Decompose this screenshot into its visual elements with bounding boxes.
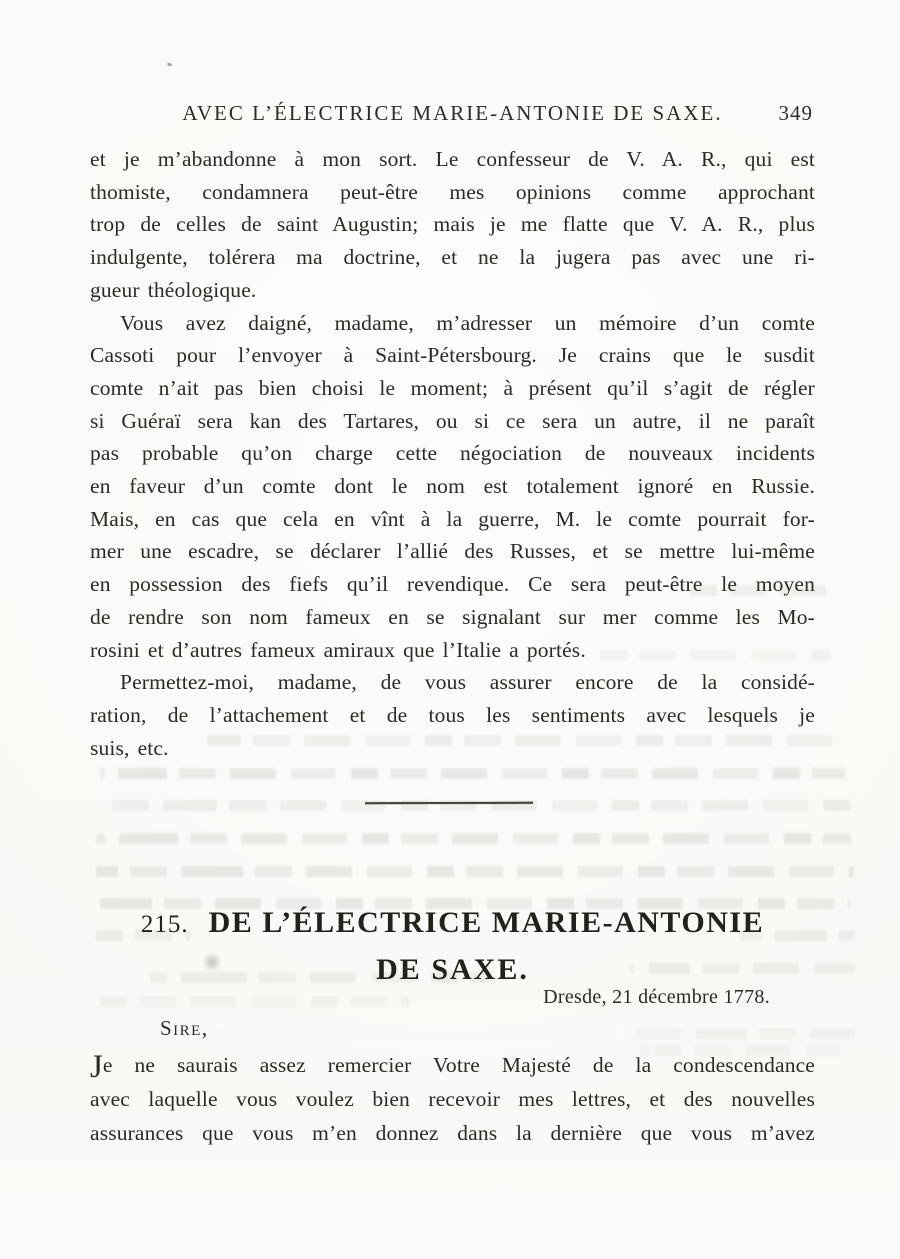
body-line: en possession des fiefs qu’il revendique. Ce sera peut-être le moyen [90,572,815,597]
bleed-through-line [620,1028,855,1039]
letter-line: assurances que vous m’en donnez dans la dernière que vous m’avez [90,1121,815,1145]
body-line: thomiste, condamnera peut-être mes opinions comme approchant [90,179,815,204]
running-head [90,101,815,131]
body-line: ration, de l’attachement et de tous les sentiments avec lesquels je [90,702,815,727]
letter-opening [90,1048,815,1150]
bleed-through-line [600,650,830,661]
body-line: Permettez-moi, madame, de vous assurer encore de la considé- [120,670,815,695]
bleed-through-line [100,768,845,779]
bleed-through-line [100,996,410,1007]
section-title-line2: DE SAXE. [376,953,529,986]
running-head-title: AVEC L’ÉLECTRICE MARIE-ANTONIE DE SAXE. [182,101,723,125]
body-line: pas probable qu’on charge cette négociation de nouveaux incidents [90,441,815,466]
section-heading [90,903,815,990]
letter-body [90,143,815,764]
section-number: 215. [140,911,189,938]
dateline: Dresde, 21 décembre 1778. [543,986,770,1008]
letter-line [90,1048,815,1085]
body-line: indulgente, tolérera ma doctrine, et ne la jugera pas avec une ri- [90,245,815,270]
salutation: Sire, [160,1016,209,1040]
ink-speck [167,62,173,67]
body-line: et je m’abandonne à mon sort. Le confesseur de V. A. R., qui est [90,147,815,171]
body-line: comte n’ait pas bien choisi le moment; à présent qu’il s’agit de régler [90,375,815,400]
body-line: si Guéraï sera kan des Tartares, ou si ce sera un autre, il ne paraît [90,408,815,433]
body-line: Mais, en cas que cela en vînt à la guerre, M. le comte pourrait for- [90,506,815,531]
body-line: de rendre son nom fameux en se signalant sur mer comme les Mo- [90,604,815,629]
body-line: suis, etc. [90,735,169,760]
section-title-line1 [90,903,815,945]
section-title-text: DE L’ÉLECTRICE MARIE-ANTONIE [208,906,765,939]
bleed-through-line [96,833,851,844]
bleed-through-line [200,735,840,746]
body-line: Vous avez daigné, madame, m’adresser un mémoire d’un comte [120,310,815,335]
body-line: Cassoti pour l’envoyer à Saint-Pétersbourg. Je crains que le susdit [90,343,815,368]
body-line: mer une escadre, se déclarer l’allié des Russes, et se mettre lui-même [90,539,815,564]
page-number: 349 [778,101,813,125]
body-line: trop de celles de saint Augustin; mais je me flatte que V. A. R., plus [90,212,815,237]
body-line: gueur théologique. [90,277,257,302]
letter-line: avec laquelle vous voulez bien recevoir mes lettres, et des nouvelles [90,1087,815,1111]
bleed-through-line [100,800,850,811]
body-line: en faveur d’un comte dont le nom est totalement ignoré en Russie. [90,474,815,499]
body-line: rosini et d’autres fameux amiraux que l’Italie a portés. [90,637,586,662]
letter-line-text: e ne saurais assez remercier Votre Majesté de la condescendance [102,1053,815,1077]
drop-initial: J [90,1049,103,1085]
bleed-through-line [690,585,830,596]
bleed-through-line [96,866,854,877]
